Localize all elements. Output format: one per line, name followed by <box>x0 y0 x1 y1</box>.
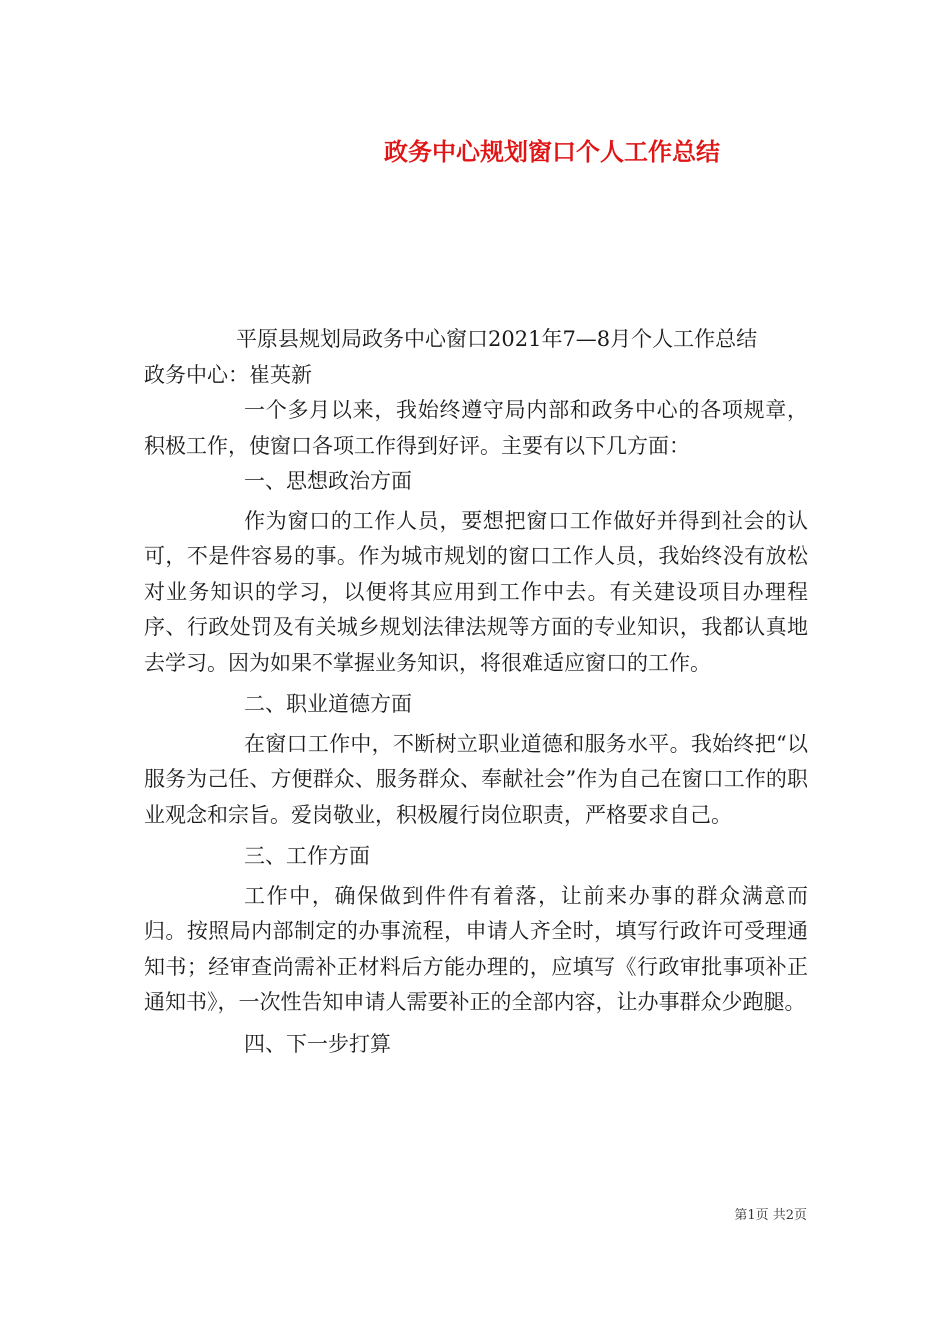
section-2-paragraph: 在窗口工作中，不断树立职业道德和服务水平。我始终把“以服务为己任、方便群众、服务群众、奉献社会”作为自己在窗口工作的职业观念和宗旨。爱岗敬业，积极履行岗位职责，严格要求自己。 <box>144 731 808 827</box>
document-subtitle: 平原县规划局政务中心窗口2021年7—8月个人工作总结 <box>236 327 758 351</box>
intro-paragraph: 一个多月以来，我始终遵守局内部和政务中心的各项规章，积极工作，使窗口各项工作得到好评。主要有以下几方面： <box>144 398 808 458</box>
page-number: 第1页 共2页 <box>734 1208 807 1223</box>
section-1-heading: 一、思想政治方面 <box>244 469 412 493</box>
section-3-heading: 三、工作方面 <box>244 844 370 868</box>
document-body <box>144 322 808 1062</box>
section-3-paragraph: 工作中，确保做到件件有着落，让前来办事的群众满意而归。按照局内部制定的办事流程，申请人齐全时，填写行政许可受理通知书；经审查尚需补正材料后方能办理的，应填写《行政审批事项补正通知书》，一次性告知申请人需要补正的全部内容，让办事群众少跑腿。 <box>144 883 808 1014</box>
document-author: 政务中心：崔英新 <box>144 362 312 387</box>
section-1-paragraph: 作为窗口的工作人员，要想把窗口工作做好并得到社会的认可，不是件容易的事。作为城市规划的窗口工作人员，我始终没有放松对业务知识的学习，以便将其应用到工作中去。有关建设项目办理程序、行政处罚及有关城乡规划法律法规等方面的专业知识，我都认真地去学习。因为如果不掌握业务知识，将很难适应窗口的工作。 <box>144 508 808 675</box>
section-4-heading: 四、下一步打算 <box>244 1031 391 1056</box>
section-2-heading: 二、职业道德方面 <box>244 692 412 716</box>
document-title: 政务中心规划窗口个人工作总结 <box>384 137 720 166</box>
